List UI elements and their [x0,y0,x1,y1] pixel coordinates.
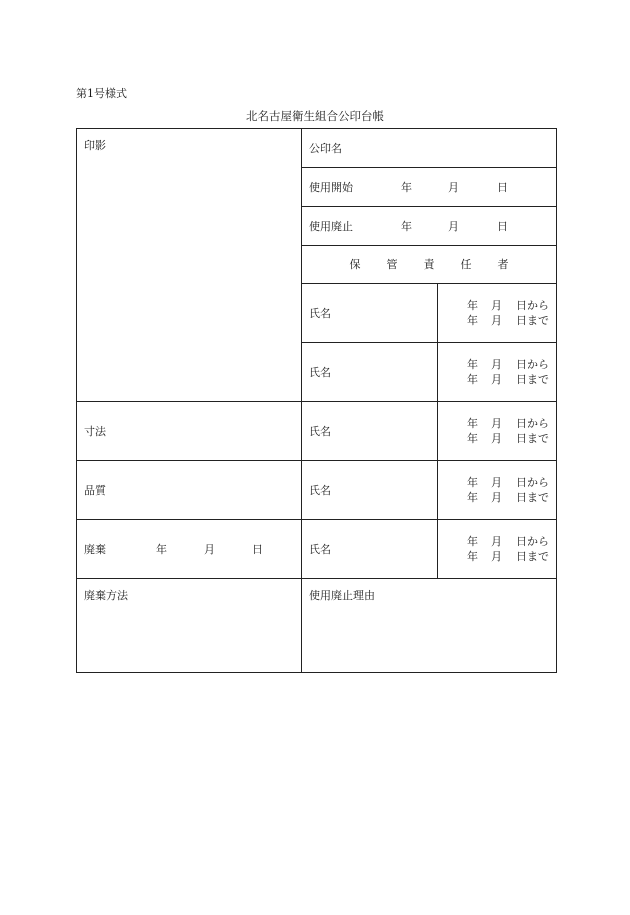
disposal-method-cell [77,579,302,673]
custodian-name-cell-2: 氏名 [302,343,438,402]
usage-end-reason-cell [302,579,557,673]
usage-end-date: 年 月 日 [401,219,508,233]
dimensions-label: 寸法 [84,424,106,438]
dimensions-cell [77,402,302,461]
material-label: 品質 [84,483,106,497]
custodian-header: 保 管 責 任 者 [302,246,557,284]
usage-start-cell [302,168,557,207]
usage-end-label: 使用廃止 [309,219,353,233]
custodian-period-4: 年 月 日から 年 月 日まで [438,461,557,520]
custodian-period-3: 年 月 日から 年 月 日まで [438,402,557,461]
seal-impression-label: 印影 [84,139,106,152]
usage-start-date: 年 月 日 [401,180,508,194]
material-cell [77,461,302,520]
custodian-period-1: 年 月 日から 年 月 日まで [438,284,557,343]
disposal-label: 廃棄 [84,542,106,556]
disposal-method-label: 廃棄方法 [84,589,128,602]
seal-ledger-table [76,128,557,673]
disposal-date: 年 月 日 [156,542,263,556]
page-title: 北名古屋衛生組合公印台帳 [246,109,384,123]
usage-start-label: 使用開始 [309,180,353,194]
custodian-name-cell-1: 氏名 [302,284,438,343]
seal-name-cell [302,129,557,168]
usage-end-cell [302,207,557,246]
custodian-name-cell-3: 氏名 [302,402,438,461]
custodian-name-cell-5: 氏名 [302,520,438,579]
custodian-period-5: 年 月 日から 年 月 日まで [438,520,557,579]
seal-name-label: 公印名 [309,141,342,155]
form-number: 第1号様式 [76,87,127,100]
disposal-cell [77,520,302,579]
usage-end-reason-label: 使用廃止理由 [309,589,375,602]
custodian-name-cell-4: 氏名 [302,461,438,520]
seal-impression-cell [77,129,302,402]
custodian-period-2: 年 月 日から 年 月 日まで [438,343,557,402]
